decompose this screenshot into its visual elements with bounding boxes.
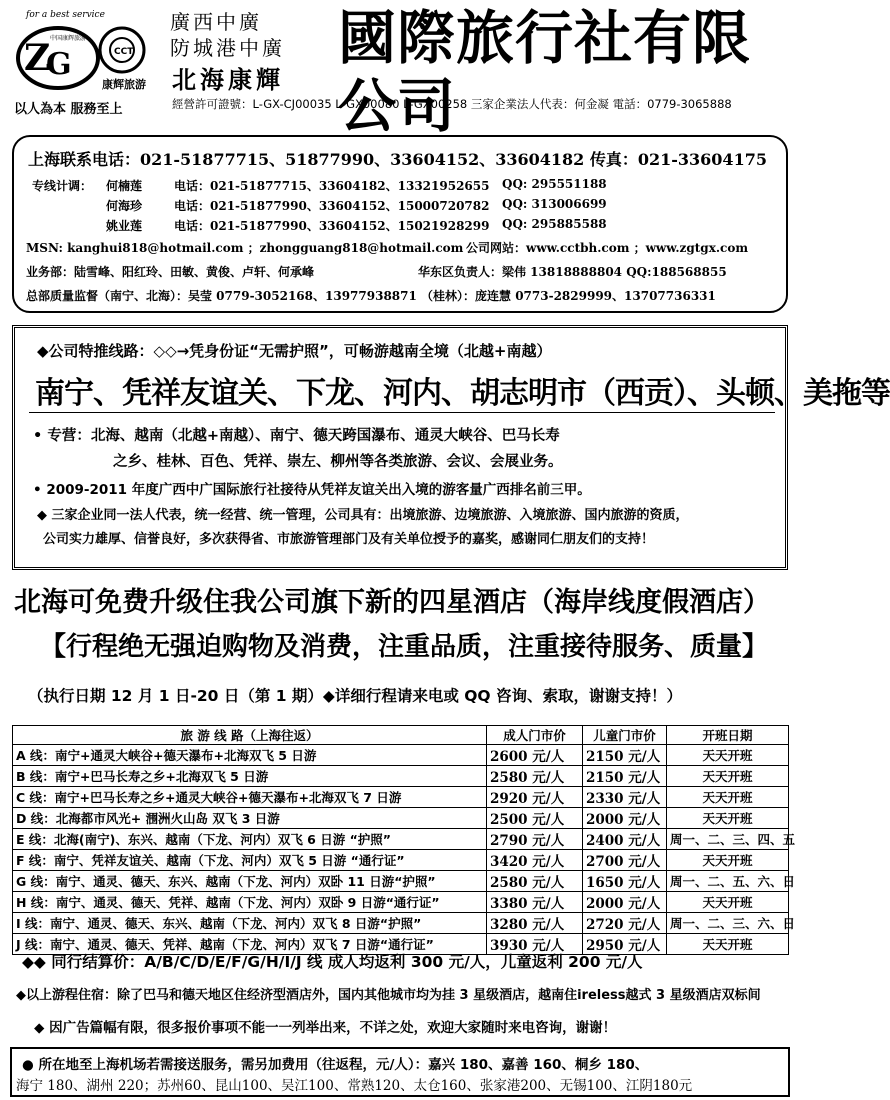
departure-cell: 天天开班 [667,892,789,913]
adult-price-cell: 2580 元/人 [487,871,583,892]
hotel-note: ◆以上游程住宿：除了巴马和德天地区住经济型酒店外，国内其他城市均为挂 3 星级酒店，越南住ireless越式 3 星级酒店双标间 [16,988,761,1003]
column-header: 成人门市价 [487,726,583,745]
column-header: 开班日期 [667,726,789,745]
route-cell: D 线：北海都市风光+ 涠洲火山岛 双飞 3 日游 [13,808,487,829]
departure-cell: 周一、二、三、六、日 [667,913,789,934]
route-cell: J 线：南宁、通灵、德天、凭祥、越南（下龙、河内）双飞 7 日游“通行证” [13,934,487,955]
child-price-cell: 2950 元/人 [583,934,667,955]
planner-qq: QQ: 313006699 [502,197,607,211]
qualification-note-2: 公司实力雄厚、信誉良好，多次获得省、市旅游管理部门及有关单位授予的嘉奖，感谢同仁朋友们的支持！ [43,532,655,547]
quality-supervision: 总部质量监督（南宁、北海）：吴莹 0779-3052168、13977938871 （桂林）：庞连慧 0773-2829999、13707736331 [26,289,716,303]
departure-cell: 天天开班 [667,787,789,808]
table-row [13,850,789,871]
departure-cell: 天天开班 [667,808,789,829]
shanghai-phone: 上海联系电话：021-51877715、51877990、33604152、33604182 传真：021-33604175 [28,150,767,169]
adult-price-cell: 2500 元/人 [487,808,583,829]
adult-price-cell: 2790 元/人 [487,829,583,850]
qualification-note-1: ◆ 三家企业同一法人代表，统一经营、统一管理，公司具有：出境旅游、边境旅游、入境旅游、国内旅游的资质， [37,508,689,523]
schedule-note: （执行日期 12 月 1 日-20 日（第 1 期）◆详细行程请来电或 QQ 咨询、索取，谢谢支持！） [28,687,682,705]
hotel-upgrade-headline: 北海可免费升级住我公司旗下新的四星酒店（海岸线度假酒店） [14,587,770,618]
column-header: 儿童门市价 [583,726,667,745]
planners-label: 专线计调： [32,179,93,193]
airport-transfer-line-2: 海宁 180、湖州 220；苏州60、昆山100、吴江100、常熟120、太仓160、张家港200、无锡100、江阴180元 [16,1078,693,1094]
child-price-cell: 2330 元/人 [583,787,667,808]
ranking-note: • 2009-2011 年度广西中广国际旅行社接待从凭祥友谊关出入境的游客量广西排名前三甲。 [33,482,591,498]
column-header: 旅 游 线 路（上海往返） [13,726,487,745]
table-row [13,787,789,808]
departure-cell: 天天开班 [667,850,789,871]
adult-price-cell: 2600 元/人 [487,745,583,766]
license-info: 經營許可證號：L-GX-CJ00035 L-GX00080 L-GX00258 三家企業法人代表：何金凝 電話：0779-3065888 [172,97,732,111]
adult-price-cell: 3280 元/人 [487,913,583,934]
featured-routes-box [12,325,890,570]
child-price-cell: 2720 元/人 [583,913,667,934]
svg-text:CCT: CCT [114,47,134,57]
table-header-row [13,726,789,745]
planner-qq: QQ: 295551188 [502,177,607,191]
business-scope-1: • 专营：北海、越南（北越+南越）、南宁、德天跨国瀑布、通灵大峡谷、巴马长寿 [33,428,560,444]
departure-cell: 天天开班 [667,934,789,955]
planner-phone: 电话：021-51877990、33604152、15000720782 [174,199,490,213]
logo-tagline: for a best service [26,10,105,20]
featured-heading: ◆公司特推线路：◇◇→凭身份证“无需护照”，可畅游越南全境（北越+南越） [37,342,552,360]
no-shopping-headline: 【行程绝无强迫购物及消费，注重品质，注重接待服务、质量】 [40,632,769,662]
planner-name: 何海珍 [106,199,143,213]
brand-name: 北海康輝 [172,66,284,94]
svg-text:Z: Z [24,37,51,79]
adult-price-cell: 2920 元/人 [487,787,583,808]
child-price-cell: 2000 元/人 [583,892,667,913]
planner-name: 何楠莲 [106,179,143,193]
route-cell: G 线：南宁、通灵、德天、东兴、越南（下龙、河内）双卧 11 日游“护照” [13,871,487,892]
route-cell: H 线：南宁、通灵、德天、凭祥、越南（下龙、河内）双卧 9 日游“通行证” [13,892,487,913]
child-price-cell: 2400 元/人 [583,829,667,850]
table-row [13,745,789,766]
rebate-note: ◆◆ 同行结算价：A/B/C/D/E/F/G/H/I/J 线 成人均返利 300 元/人，儿童返利 200 元/人 [22,953,643,971]
airport-transfer-line-1: ● 所在地至上海机场若需接送服务，需另加费用（往返程，元/人）：嘉兴 180、嘉善 160、桐乡 180、 [22,1057,649,1073]
adult-price-cell: 3930 元/人 [487,934,583,955]
airport-transfer-box [10,1047,790,1097]
departure-cell: 天天开班 [667,745,789,766]
table-row [13,766,789,787]
adult-price-cell: 3380 元/人 [487,892,583,913]
child-price-cell: 1650 元/人 [583,871,667,892]
branch-line-1: 廣西中廣 [170,10,262,34]
child-price-cell: 2000 元/人 [583,808,667,829]
slogan: 以人為本 服務至上 [14,102,123,117]
table-row [13,829,789,850]
sales-team: 业务部：陆雪峰、阳红玲、田敏、黄俊、卢轩、何承峰 [26,265,315,279]
route-cell: C 线：南宁+巴马长寿之乡+通灵大峡谷+德天瀑布+北海双飞 7 日游 [13,787,487,808]
company-logo [10,8,160,94]
child-price-cell: 2150 元/人 [583,766,667,787]
route-price-table [12,725,796,955]
table-row [13,913,789,934]
business-scope-2: 之乡、桂林、百色、凭祥、崇左、柳州等各类旅游、会议、会展业务。 [113,454,563,470]
divider [29,412,775,413]
departure-cell: 周一、二、五、六、日 [667,871,789,892]
east-china-manager: 华东区负责人：梁伟 13818888804 QQ:188568855 [418,265,727,279]
route-cell: A 线：南宁+通灵大峡谷+德天瀑布+北海双飞 5 日游 [13,745,487,766]
planner-name: 姚业莲 [106,219,143,233]
svg-text:G: G [46,47,72,82]
logo-badge: 康辉旅游 [102,78,146,91]
planner-qq: QQ: 295885588 [502,217,607,231]
adult-price-cell: 2580 元/人 [487,766,583,787]
company-name: 國際旅行社有限公司 [338,4,752,140]
logo-badge-small: 中国康辉旅游 [50,35,87,42]
contact-box [12,135,788,313]
departure-cell: 天天开班 [667,766,789,787]
msn-contact: MSN: kanghui818@hotmail.com ；zhongguang818@hotmail.com [26,241,464,255]
child-price-cell: 2150 元/人 [583,745,667,766]
inquiry-note: ◆ 因广告篇幅有限，很多报价事项不能一一列举出来，不详之处，欢迎大家随时来电咨询，谢谢！ [34,1020,617,1036]
branch-line-2: 防城港中廣 [170,36,285,60]
table-row [13,808,789,829]
route-cell: E 线：北海(南宁)、东兴、越南（下龙、河内）双飞 6 日游 “护照” [13,829,487,850]
featured-destinations: 南宁、凭祥友谊关、下龙、河内、胡志明市（西贡）、头顿、美拖等 [35,376,890,411]
website: 公司网站：www.cctbh.com ；www.zgtgx.com [466,241,749,255]
child-price-cell: 2700 元/人 [583,850,667,871]
route-cell: I 线：南宁、通灵、德天、东兴、越南（下龙、河内）双飞 8 日游“护照” [13,913,487,934]
table-row [13,871,789,892]
departure-cell: 周一、二、三、四、五 [667,829,789,850]
table-row [13,892,789,913]
route-cell: B 线：南宁+巴马长寿之乡+北海双飞 5 日游 [13,766,487,787]
planner-phone: 电话：021-51877990、33604152、15021928299 [174,219,490,233]
adult-price-cell: 3420 元/人 [487,850,583,871]
planner-phone: 电话：021-51877715、33604182、13321952655 [174,179,490,193]
route-cell: F 线：南宁、凭祥友谊关、越南（下龙、河内）双飞 5 日游 “通行证” [13,850,487,871]
